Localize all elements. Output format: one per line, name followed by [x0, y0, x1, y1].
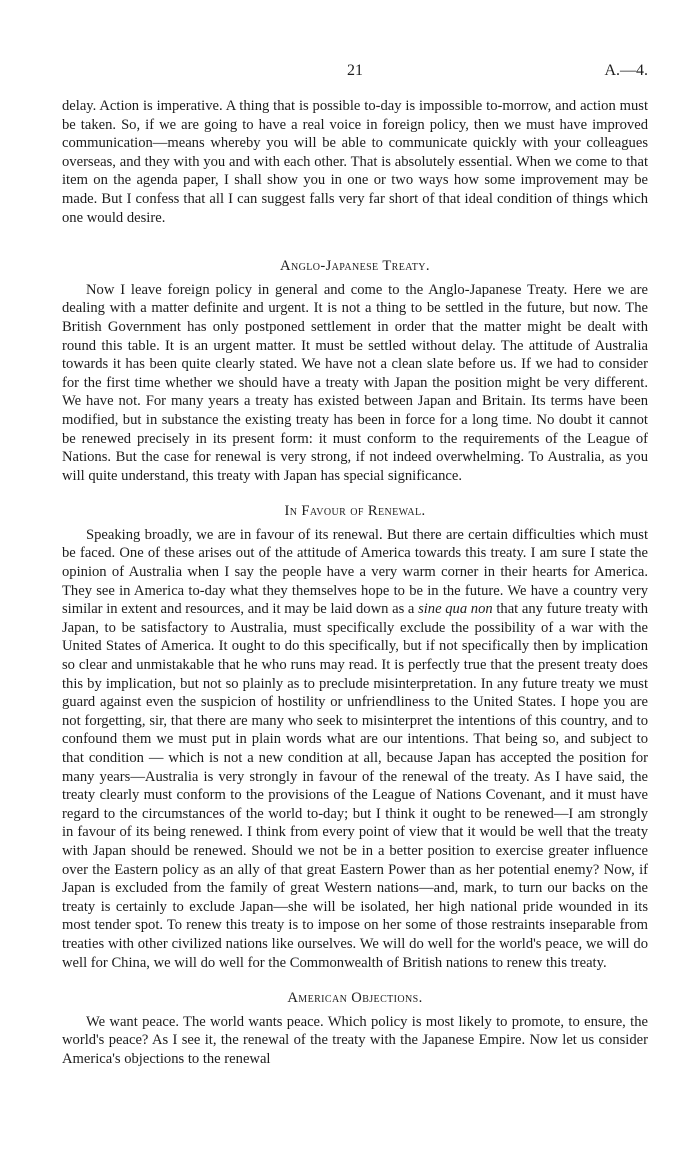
paragraph: We want peace. The world wants peace. Which policy is most likely to promote, to ensure, the world's peace? As I see it, the renewal of the treaty with the Japanese Empire. Now let us consider America's objections to the renewal	[62, 1013, 648, 1067]
document-reference: A.—4.	[604, 62, 648, 79]
paragraph-text: Speaking broadly, we are in favour of its renewal. But there are certain difficulties which must be faced. One of these arises out of the attitude of America towards this treaty. I am sure I state the opinion of Australia when I say the people have a very warm corner in their hearts for America. They see in America to-day what they themselves hope to be in the future. We have a country very similar in extent and resources, and it may be laid down as a	[62, 526, 648, 618]
page-header	[62, 62, 648, 84]
page-body	[62, 97, 648, 1069]
paragraph-text: that any future treaty with Japan, to be satisfactory to Australia, must specifically exclude the possibility of a war with the United States of America. It ought to do this specifically, but if not specifically then by implication so clear and unmistakable that he who runs may read. It is perfectly true that the present treaty does this by implication, but not so plainly as to preclude misinterpretation. In any future treaty we must guard against even the suspicion of hostility or unfriendliness to the United States. I hope you are not forgetting, sir, that there are many who seek to misinterpret the intentions of this country, and to confound them we must put in plain words what are our intentions. That being so, and subject to that condition — which is not a new condition at all, because Japan has accepted the position for many years—Australia is very strongly in favour of the renewal of the treaty. As I have said, the treaty clearly must conform to the provisions of the League of Nations Covenant, and it must have regard to the circumstances of the world to-day; but I think it ought to be renewed—I am strongly in favour of its being renewed. I think from every point of view that it would be well that the treaty with Japan should be renewed. Should we not be in a better position to exercise greater influence over the Eastern policy as an ally of that great Eastern Power than as her potential enemy? Now, if Japan is excluded from the family of great Western nations—and, mark, to turn our backs on the treaty is certainly to exclude Japan—she will be isolated, her high national pride wounded in its most tender spot. To renew this treaty is to impose on her some of those restraints inseparable from treaties with other civilized nations like ourselves. We will do well for the world's peace, we will do well for China, we will do well for the Commonwealth of British nations to renew this treaty.	[62, 601, 648, 971]
section-heading-anglo-japanese-treaty: Anglo-Japanese Treaty.	[280, 258, 430, 275]
paragraph: delay. Action is imperative. A thing that is possible to-day is impossible to-morrow, and action must be taken. So, if we are going to have a real voice in foreign policy, then we must have improved communication—means whereby you will be able to communicate quickly with your colleagues overseas, and they with you and with each other. That is absolutely essential. When we come to that item on the agenda paper, I shall show you in one or two ways how some improvement may be made. But I confess that all I can suggest falls very far short of that ideal condition of things which one would desire.	[62, 98, 648, 226]
paragraph	[62, 526, 648, 972]
page-number: 21	[347, 62, 363, 79]
paragraph: Now I leave foreign policy in general and come to the Anglo-Japanese Treaty. Here we are dealing with a matter definite and urgent. It is not a thing to be settled in the future, but now. The British Government has only postponed settlement in order that the matter might be dealt with round this table. It is an urgent matter. It must be settled without delay. The attitude of Australia towards it has been quite clearly stated. We have not a clean slate before us. If we had to consider for the first time whether we should have a treaty with Japan the position might be very different. We have not. For many years a treaty has existed between Japan and Britain. Its terms have been modified, but in substance the existing treaty has been in force for a long time. No doubt it cannot be renewed precisely in its present form: it must conform to the requirements of the League of Nations. But the case for renewal is very strong, if not indeed overwhelming. To Australia, as you will quite understand, this treaty with Japan has special significance.	[62, 281, 648, 484]
section-heading-in-favour-of-renewal: In Favour of Renewal.	[284, 503, 426, 520]
section-heading-american-objections: American Objections.	[287, 990, 423, 1007]
latin-phrase: sine qua non	[418, 601, 493, 618]
